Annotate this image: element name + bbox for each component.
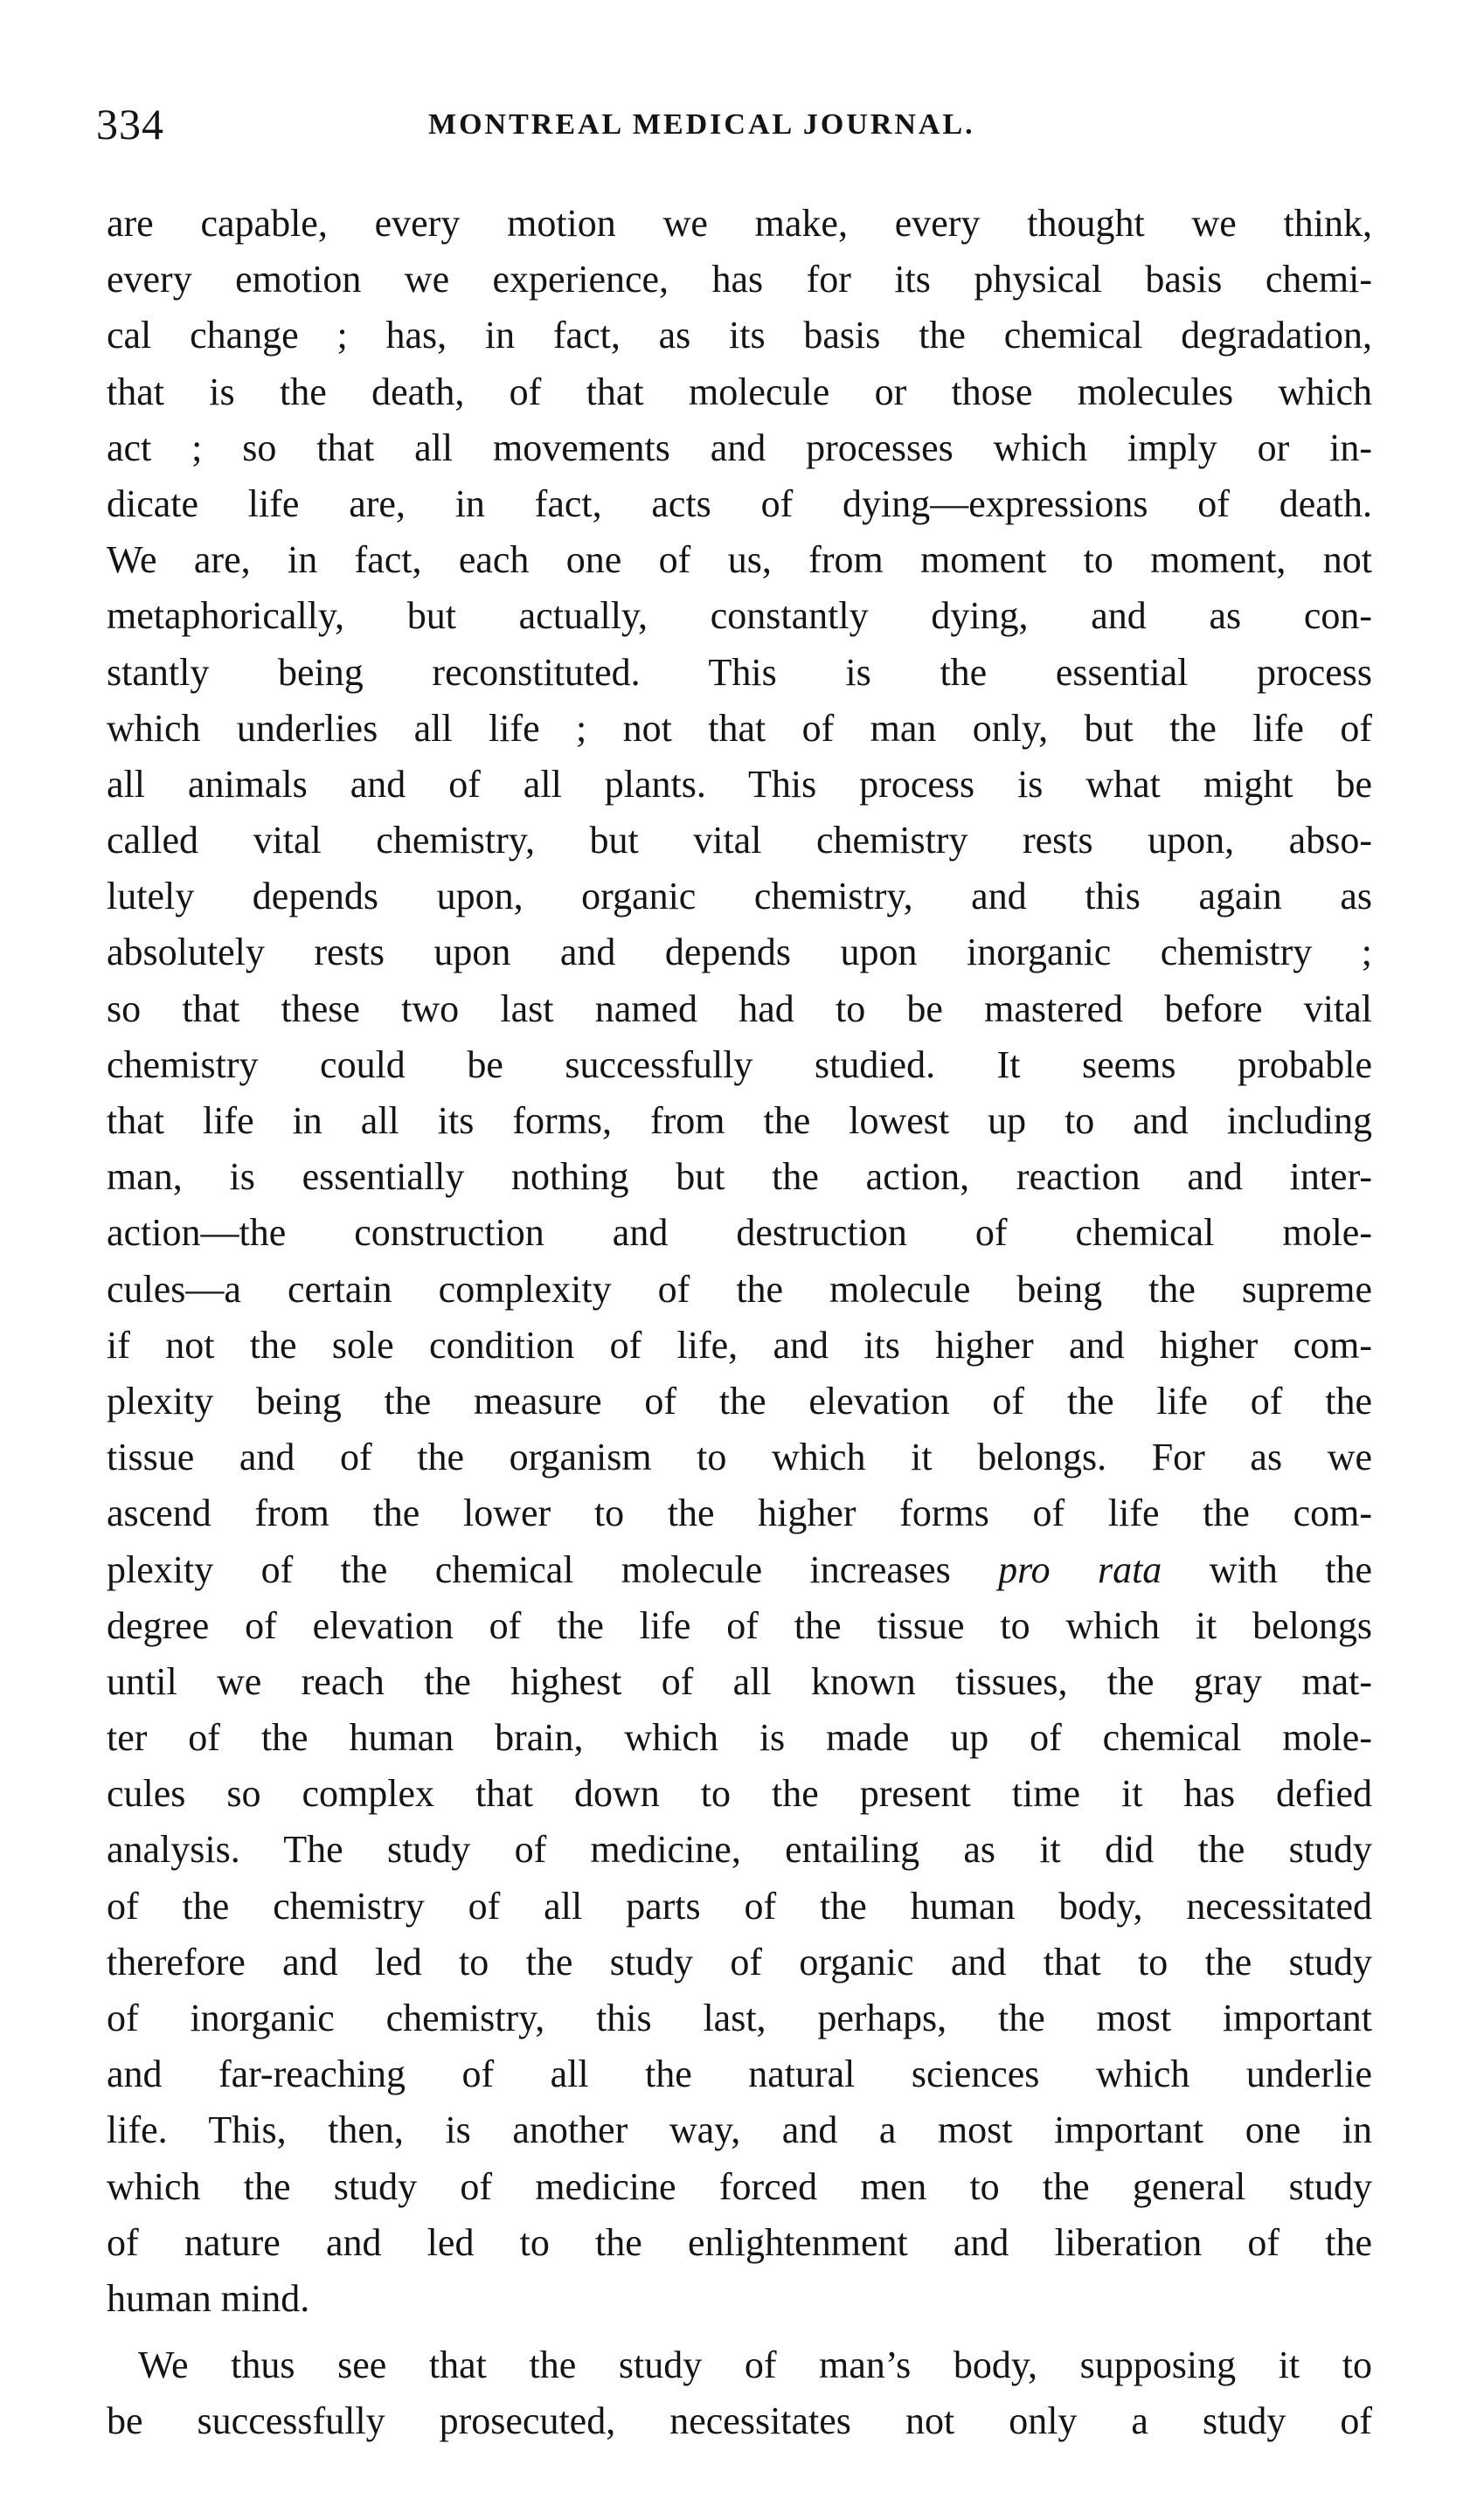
text-line: which the study of medicine forced men to the general study	[107, 2164, 1372, 2208]
text-line: all animals and of all plants. This process is what might be	[107, 762, 1372, 806]
text-line: life. This, then, is another way, and a most important one in	[107, 2108, 1372, 2152]
text-line: human mind.	[107, 2276, 310, 2320]
paragraph	[107, 196, 1372, 2327]
text-line: that life in all its forms, from the lowest up to and including	[107, 1099, 1372, 1142]
journal-title: MONTREAL MEDICAL JOURNAL.	[428, 108, 975, 141]
text-line: if not the sole condition of life, and its higher and higher com-	[107, 1323, 1372, 1367]
text-line: degree of elevation of the life of the tissue to which it belongs	[107, 1603, 1372, 1647]
text-line: We are, in fact, each one of us, from moment to moment, not	[107, 538, 1372, 582]
text-line: be successfully prosecuted, necessitates not only a study of	[107, 2399, 1372, 2443]
line-end: with the	[1209, 1547, 1372, 1591]
text-line: dicate life are, in fact, acts of dying—expressions of death.	[107, 481, 1372, 525]
text-line: plexity being the measure of the elevation of the life of the	[107, 1379, 1372, 1423]
text-line: analysis. The study of medicine, entailing as it did the study	[107, 1828, 1372, 1872]
text-line: action—the construction and destruction of chemical mole-	[107, 1211, 1372, 1255]
text-line: cal change ; has, in fact, as its basis the chemical degradation,	[107, 314, 1372, 357]
text-line: lutely depends upon, organic chemistry, and this again as	[107, 875, 1372, 918]
text-line: of nature and led to the enlightenment and liberation of the	[107, 2220, 1372, 2264]
text-line: absolutely rests upon and depends upon inorganic chemistry ;	[107, 931, 1372, 974]
italic-phrase: pro rata	[998, 1547, 1162, 1591]
text-line: act ; so that all movements and processes which imply or in-	[107, 426, 1372, 469]
text-line: cules so complex that down to the present time it has defied	[107, 1772, 1372, 1816]
text-line: stantly being reconstituted. This is the essential process	[107, 650, 1372, 694]
running-head	[96, 98, 1372, 150]
text-line: of the chemistry of all parts of the human body, necessitated	[107, 1884, 1372, 1928]
text-line: therefore and led to the study of organic and that to the study	[107, 1940, 1372, 1983]
text-line-with-italic	[107, 1542, 1372, 1598]
text-line: so that these two last named had to be mastered before vital	[107, 987, 1372, 1030]
text-line: which underlies all life ; not that of man only, but the life of	[107, 706, 1372, 750]
text-line: tissue and of the organism to which it belongs. For as we	[107, 1436, 1372, 1479]
text-line: ascend from the lower to the higher forms of life the com-	[107, 1492, 1372, 1535]
page-number: 334	[96, 100, 164, 149]
text-line: chemistry could be successfully studied. It seems probable	[107, 1042, 1372, 1086]
text-line: until we reach the highest of all known tissues, the gray mat-	[107, 1659, 1372, 1703]
text-line: every emotion we experience, has for its physical basis chemi-	[107, 258, 1372, 301]
text-line: We thus see that the study of man’s body, supposing it to	[138, 2343, 1372, 2387]
text-line: and far-reaching of all the natural sciences which underlie	[107, 2053, 1372, 2096]
text-line: ter of the human brain, which is made up of chemical mole-	[107, 1716, 1372, 1760]
line-start: plexity of the chemical molecule increases	[107, 1547, 951, 1591]
text-line: of inorganic chemistry, this last, perhaps, the most important	[107, 1997, 1372, 2039]
text-line: cules—a certain complexity of the molecule being the supreme	[107, 1267, 1372, 1311]
text-line: called vital chemistry, but vital chemistry rests upon, abso-	[107, 819, 1372, 862]
text-line: metaphorically, but actually, constantly dying, and as con-	[107, 594, 1372, 638]
text-line: that is the death, of that molecule or those molecules which	[107, 370, 1372, 413]
body-text	[107, 196, 1372, 2450]
text-line: man, is essentially nothing but the action, reaction and inter-	[107, 1155, 1372, 1199]
text-line: are capable, every motion we make, every thought we think,	[107, 202, 1372, 245]
paragraph-break	[107, 2327, 1372, 2337]
paragraph	[107, 2337, 1372, 2449]
